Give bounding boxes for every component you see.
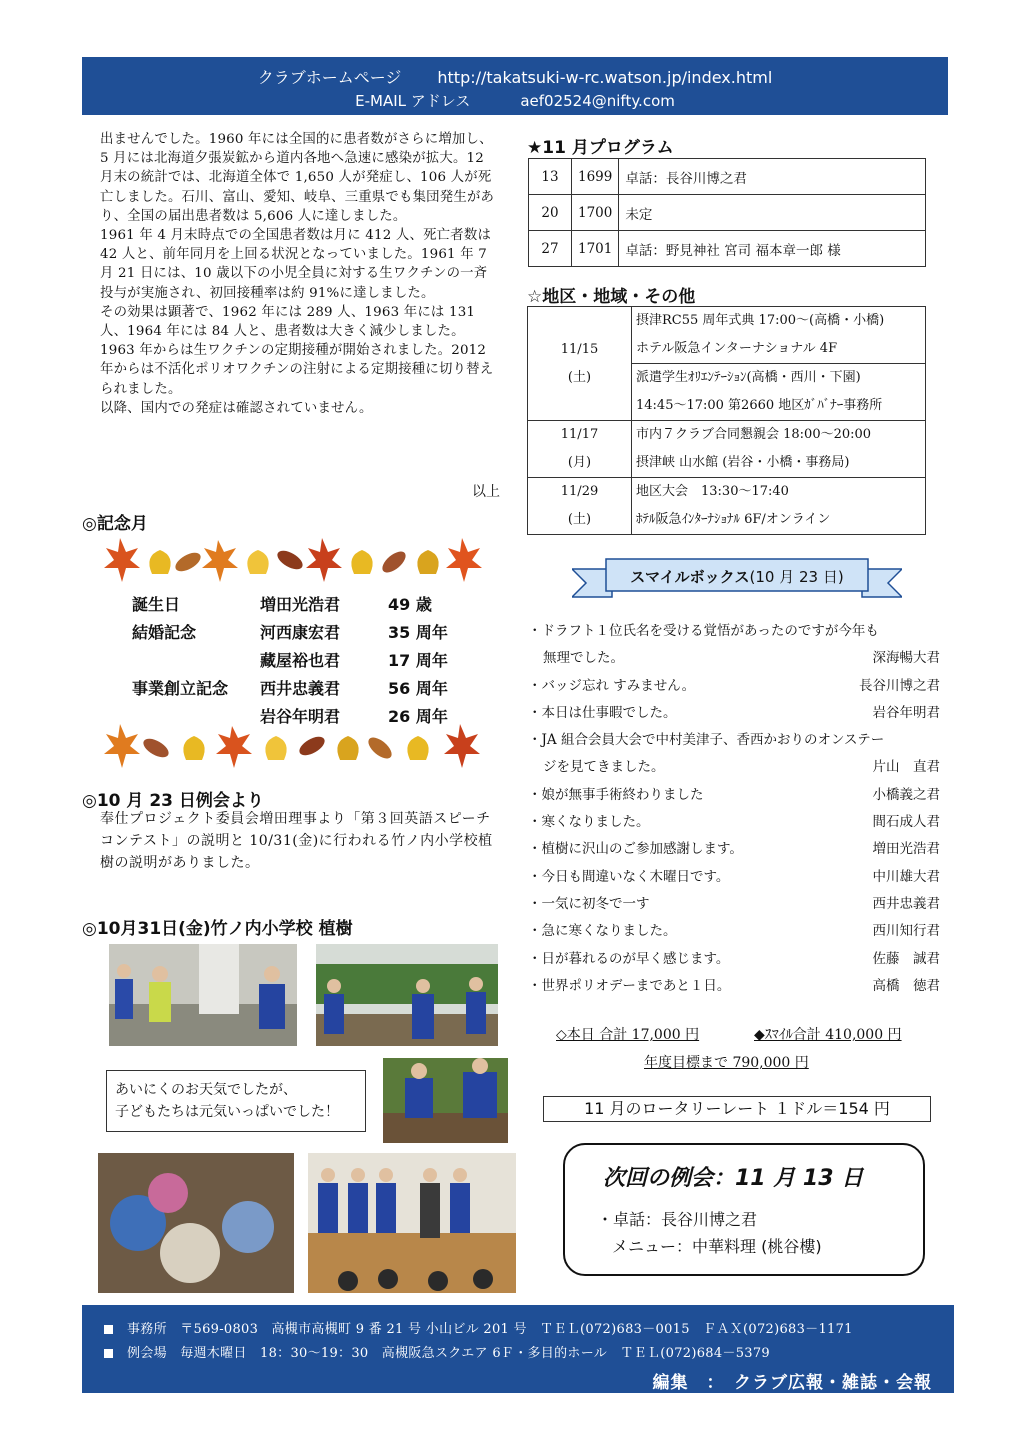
smile-text: ・急に寒くなりました。 xyxy=(528,923,677,940)
maple-leaf-icon xyxy=(306,538,342,582)
smile-text: ・ドラフト１位氏名を受ける覚悟があったのですが今年も xyxy=(528,623,879,639)
list-item xyxy=(528,864,940,891)
event-text: 摂津峡 山水館 (岩谷・小橋・事務局) xyxy=(636,455,850,470)
smile-member: 岩谷年明君 xyxy=(872,704,940,721)
event-date-cell xyxy=(528,421,632,478)
program-number: 1700 xyxy=(572,195,619,231)
member-name: 岩谷年明君 xyxy=(260,707,341,726)
smile-text: ・娘が無事手術終わりました xyxy=(528,786,704,803)
article-paragraph: 以降、国内での発症は確認されていません。 xyxy=(100,400,373,416)
smile-text: ・植樹に沢山のご参加感謝します。 xyxy=(528,841,743,858)
list-item xyxy=(528,782,940,809)
planting-photo-5 xyxy=(308,1153,516,1293)
member-name: 西井忠義君 xyxy=(260,679,341,698)
smile-member: 増田光浩君 xyxy=(872,841,940,858)
ginkgo-leaf-icon xyxy=(407,736,428,760)
square-bullet-icon xyxy=(104,1325,113,1334)
table-row xyxy=(528,307,926,364)
smile-text: ジを見てきました。 xyxy=(543,759,665,776)
maple-leaf-icon xyxy=(104,538,140,582)
event-cell xyxy=(632,421,926,478)
program-description: 卓話：長谷川博之君 xyxy=(619,159,926,195)
event-text: ホテル阪急インターナショナル 4F xyxy=(636,341,838,356)
smile-text: ・日が暮れるのが早く感じます。 xyxy=(528,950,730,967)
office-info: 事務所 〒569-0803 高槻市高槻町 9 番 21 号 小山ビル 201 号 ＴＥＬ(072)683－0015 ＦＡＸ(072)683－1171 xyxy=(127,1322,853,1337)
homepage-url[interactable]: http://takatsuki-w-rc.watson.jp/index.html xyxy=(437,68,773,87)
planting-photo-1 xyxy=(109,944,297,1046)
event-text: 市内７クラブ合同懇親会 18:00～20:00 xyxy=(636,427,872,442)
list-item xyxy=(528,973,940,1000)
anniversary-category: 結婚記念 xyxy=(132,623,197,642)
anniversary-category: 誕生日 xyxy=(132,595,181,614)
email-label: E-MAIL アドレス xyxy=(355,92,471,110)
member-name: 藏屋裕也君 xyxy=(260,651,341,670)
event-text: ﾎﾃﾙ阪急ｲﾝﾀｰﾅｼｮﾅﾙ 6F/オンライン xyxy=(636,512,831,527)
anniversary-value: 17 周年 xyxy=(388,651,448,670)
remaining-to-goal: 年度目標まで 790,000 円 xyxy=(644,1055,809,1071)
smile-member: 間石成人君 xyxy=(872,814,940,831)
smile-member: 小橋義之君 xyxy=(872,786,940,803)
planting-photo-2 xyxy=(316,944,498,1046)
maple-leaf-icon xyxy=(444,724,480,768)
meeting-report-body: 奉仕プロジェクト委員会増田理事より「第３回英語スピーチコンテスト」の説明と 10/31(金)に行われる竹ノ内小学校植樹の説明がありました。 xyxy=(100,811,493,871)
event-date: 11/17 xyxy=(560,427,599,442)
program-day: 20 xyxy=(529,195,572,231)
smile-text: ・寒くなりました。 xyxy=(528,814,650,831)
smile-list xyxy=(528,618,940,1000)
club-header-band xyxy=(82,57,948,115)
list-item xyxy=(528,754,940,781)
smile-box-title: スマイルボックス xyxy=(630,568,750,586)
list-item xyxy=(528,918,940,945)
district-table xyxy=(527,306,926,535)
program-title: ★11 月プログラム xyxy=(527,138,674,158)
square-bullet-icon xyxy=(104,1349,113,1358)
event-cell xyxy=(632,364,926,421)
article-paragraph: 出ませんでした。1960 年には全国的に患者数がさらに増加し、5 月には北海道夕張炭鉱から道内各地へ急速に感染が拡大。12 月末の統計では、北海道全体で 1,650 人が発症し、106 人が死亡しました。石川、富山、愛知、岐阜、三重県でも集団発生があり、全国の届出患者数は 5,606 人に達しました。 xyxy=(100,132,495,224)
leaf-icon xyxy=(379,548,409,577)
anniversary-value: 35 周年 xyxy=(388,623,448,642)
smile-box-date: (10 月 23 日) xyxy=(749,568,844,586)
event-text: 14:45～17:00 第2660 地区ｶﾞﾊﾞﾅｰ事務所 xyxy=(636,398,883,413)
leaf-icon xyxy=(296,733,327,759)
planting-photo-3 xyxy=(383,1058,508,1143)
ginkgo-leaf-icon xyxy=(351,550,372,574)
list-item xyxy=(528,809,940,836)
anniversary-title: ◎記念月 xyxy=(82,514,148,534)
ginkgo-leaf-icon xyxy=(417,550,438,574)
anniversary-value: 56 周年 xyxy=(388,679,448,698)
smile-text: ・一気に初冬で一す xyxy=(528,895,650,912)
smile-text: ・今日も間違いなく木曜日です。 xyxy=(528,868,730,885)
next-meeting-title: 次回の例会：11 月 13 日 xyxy=(603,1166,864,1191)
homepage-label: クラブホームページ xyxy=(257,68,402,87)
maple-leaf-icon xyxy=(202,540,238,582)
table-row xyxy=(528,421,926,478)
event-date: 11/29 xyxy=(560,484,599,499)
leaf-icon xyxy=(172,549,203,575)
leaf-icon xyxy=(274,547,305,573)
list-item xyxy=(528,645,940,672)
table-row xyxy=(529,159,926,195)
event-weekday: (月) xyxy=(567,455,592,470)
autumn-leaves-border-bottom xyxy=(100,720,490,772)
email-address[interactable]: aef02524@nifty.com xyxy=(520,92,675,110)
planting-caption xyxy=(106,1070,366,1132)
program-day: 13 xyxy=(529,159,572,195)
editor-info: 編集 ： クラブ広報・雑誌・会報 xyxy=(652,1373,932,1393)
article-paragraph: 1961 年 4 月末時点での全国患者数は月に 412 人、死亡者数は 42 人と、前年同月を上回る状況となっていました。1961 年 7 月 21 日には、10 歳以下の小児全員に対する生ワクチンの一斉投与が実施され、初回接種率は約 91%に達しました。 xyxy=(100,228,492,301)
planting-title: ◎10月31日(金)竹ノ内小学校 植樹 xyxy=(82,919,353,939)
today-total: ◇本日 合計 17,000 円 xyxy=(556,1027,700,1043)
autumn-leaves-border-top xyxy=(100,534,490,586)
program-description: 卓話：野見神社 宮司 福本章一郎 様 xyxy=(619,231,926,267)
event-cell xyxy=(632,307,926,364)
smile-cumulative-total: ◆ｽﾏｲﾙ合計 410,000 円 xyxy=(754,1027,902,1043)
smile-text: ・世界ポリオデーまであと１日。 xyxy=(528,977,731,994)
article-paragraph: その効果は顕著で、1962 年には 289 人、1963 年には 131 人、1964 年には 84 人と、患者数は大きく減少しました。1963 年からは生ワクチンの定期接種が開始されました。2012 年からは不活化ポリオワクチンの注射による定期接種に切り替えられました。 xyxy=(100,304,494,397)
maple-leaf-icon xyxy=(446,538,482,582)
list-item xyxy=(528,891,940,918)
event-text: 派遣学生ｵﾘｴﾝﾃｰｼｮﾝ(高橋・西川・下園) xyxy=(636,370,861,385)
event-date-cell xyxy=(528,307,632,421)
table-row xyxy=(529,195,926,231)
smile-member: 高橋 徳君 xyxy=(872,977,940,994)
anniversary-value: 26 周年 xyxy=(388,707,448,726)
next-meeting-box xyxy=(563,1143,925,1276)
leaf-icon xyxy=(365,734,395,763)
article-end-mark: 以上 xyxy=(472,484,500,500)
ginkgo-leaf-icon xyxy=(265,736,286,760)
smile-text: ・バッジ忘れ すみません。 xyxy=(528,677,696,694)
caption-line: あいにくのお天気でしたが、 xyxy=(115,1082,297,1098)
program-number: 1699 xyxy=(572,159,619,195)
list-item xyxy=(528,836,940,863)
list-item xyxy=(528,618,940,645)
next-meeting-speech: ・卓話：長谷川博之君 xyxy=(597,1210,758,1229)
smile-member: 佐藤 誠君 xyxy=(872,950,940,967)
maple-leaf-icon xyxy=(104,724,140,768)
smile-text: ・JA 組合会員大会で中村美津子、香西かおりのオンステー xyxy=(528,732,885,749)
club-footer-band xyxy=(82,1305,954,1393)
smile-member: 長谷川博之君 xyxy=(859,677,940,694)
event-text: 摂津RC55 周年式典 17:00～(高橋・小橋) xyxy=(636,313,885,328)
maple-leaf-icon xyxy=(216,726,252,768)
leaf-icon xyxy=(140,735,171,761)
smile-box-heading xyxy=(606,566,868,587)
program-day: 27 xyxy=(529,231,572,267)
meeting-report-title: ◎10 月 23 日例会より xyxy=(82,791,264,811)
smile-member: 中川雄大君 xyxy=(872,868,940,885)
venue-info: 例会場 毎週木曜日 18：30～19：30 高槻阪急スクエア 6Ｆ・多目的ホール ＴＥＬ(072)684－5379 xyxy=(127,1346,771,1361)
event-cell xyxy=(632,478,926,535)
event-weekday: (土) xyxy=(567,369,592,385)
anniversary-value: 49 歳 xyxy=(388,595,432,614)
list-item xyxy=(528,700,940,727)
member-name: 河西康宏君 xyxy=(260,623,341,642)
smile-member: 片山 直君 xyxy=(872,759,940,776)
anniversary-category: 事業創立記念 xyxy=(132,679,229,698)
list-item xyxy=(528,946,940,973)
polio-article xyxy=(100,130,495,418)
event-text: 地区大会 13:30～17:40 xyxy=(636,484,789,499)
next-meeting-menu: メニュー：中華料理 (桃谷樓) xyxy=(612,1237,822,1256)
district-title: ☆地区・地域・その他 xyxy=(527,287,696,307)
smile-text: ・本日は仕事暇でした。 xyxy=(528,704,677,721)
table-row xyxy=(529,231,926,267)
smile-member: 西井忠義君 xyxy=(872,895,940,912)
smile-member: 深海暢大君 xyxy=(872,650,940,667)
ginkgo-leaf-icon xyxy=(247,550,268,574)
smile-member: 西川知行君 xyxy=(872,923,940,940)
rotary-rate: 11 月のロータリーレート １ドル＝154 円 xyxy=(543,1096,931,1122)
member-name: 増田光浩君 xyxy=(260,595,341,614)
ginkgo-leaf-icon xyxy=(337,736,358,760)
table-row xyxy=(528,478,926,535)
program-number: 1701 xyxy=(572,231,619,267)
event-date-cell xyxy=(528,478,632,535)
planting-photo-4 xyxy=(98,1153,294,1293)
list-item xyxy=(528,727,940,754)
program-table xyxy=(528,158,926,267)
program-description: 未定 xyxy=(619,195,926,231)
list-item xyxy=(528,673,940,700)
event-date: 11/15 xyxy=(560,341,599,357)
caption-line: 子どもたちは元気いっぱいでした！ xyxy=(115,1104,339,1120)
smile-text: 無理でした。 xyxy=(543,650,624,667)
event-weekday: (土) xyxy=(567,512,592,527)
ginkgo-leaf-icon xyxy=(183,736,204,760)
ginkgo-leaf-icon xyxy=(149,550,170,574)
